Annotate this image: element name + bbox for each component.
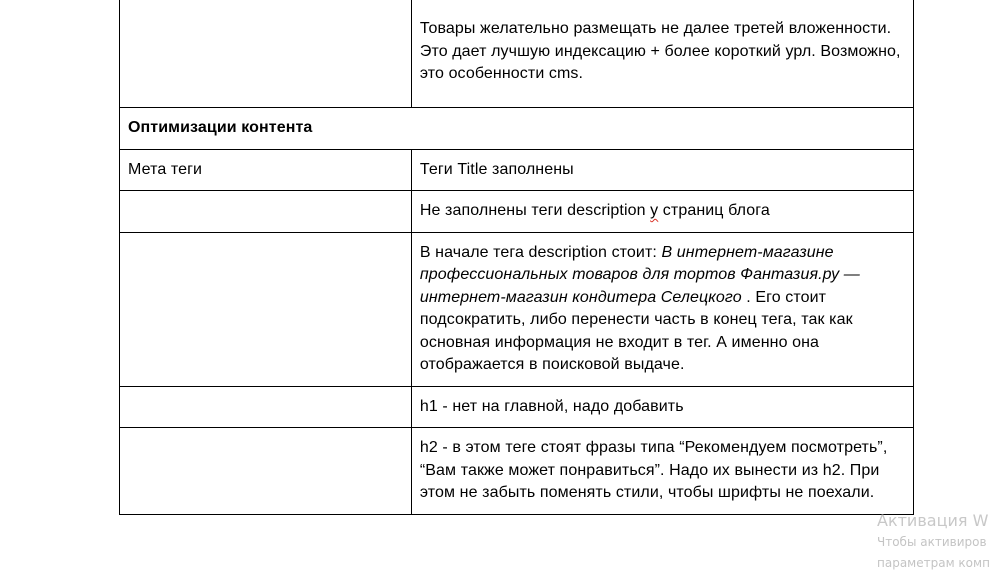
watermark-line: параметрам комп — [877, 556, 990, 570]
table-cell-label[interactable] — [120, 428, 412, 515]
table-cell-label[interactable]: Мета теги — [120, 149, 412, 191]
table-row — [120, 232, 914, 386]
table-row — [120, 149, 914, 191]
cell-text: страниц блога — [658, 202, 770, 219]
section-heading[interactable]: Оптимизации контента — [120, 108, 914, 150]
table-row — [120, 428, 914, 515]
table-row — [120, 191, 914, 233]
table-cell-value[interactable]: Теги Title заполнены — [411, 149, 913, 191]
cell-text: Не заполнены теги description — [419, 202, 651, 219]
windows-activation-watermark — [877, 510, 1000, 574]
table-cell-label[interactable] — [120, 191, 412, 233]
table-cell-value[interactable] — [411, 191, 913, 233]
spelling-error-mark[interactable]: у — [650, 202, 659, 219]
table-cell-value[interactable]: h2 - в этом теге стоят фразы типа “Рекомендуем посмотреть”, “Вам также может понравиться”. Надо их вынести из h2. При этом не забыть поменять стили, чтобы шрифты не поехали. — [411, 428, 913, 515]
watermark-title: Активация W — [877, 511, 989, 530]
cell-text: . Его стоит подсократить, либо перенести часть в конец тега, так как основная информация не входит в тег. А именно она отображается в поисковой выдаче. — [419, 288, 853, 373]
cell-text: В начале тега description стоит: — [419, 243, 662, 261]
table-row — [120, 386, 914, 428]
table-cell-label[interactable] — [120, 386, 412, 428]
table-cell-label[interactable] — [120, 232, 412, 386]
table-cell-value[interactable] — [411, 232, 913, 386]
table-cell-label[interactable] — [120, 0, 412, 108]
audit-table — [119, 0, 914, 515]
table-cell-value[interactable]: h1 - нет на главной, надо добавить — [411, 386, 913, 428]
watermark-line: Чтобы активиров — [877, 535, 987, 549]
table-row — [120, 0, 914, 108]
table-cell-value[interactable]: Товары желательно размещать не далее третей вложенности. Это дает лучшую индексацию + более короткий урл. Возможно, это особенности cms. — [411, 0, 913, 108]
italic-quote: В интернет-магазине профессиональных товаров для тортов Фантазия.ру — интернет-магазин кондитера Селецкого — [419, 243, 860, 306]
table-section-row — [120, 108, 914, 150]
